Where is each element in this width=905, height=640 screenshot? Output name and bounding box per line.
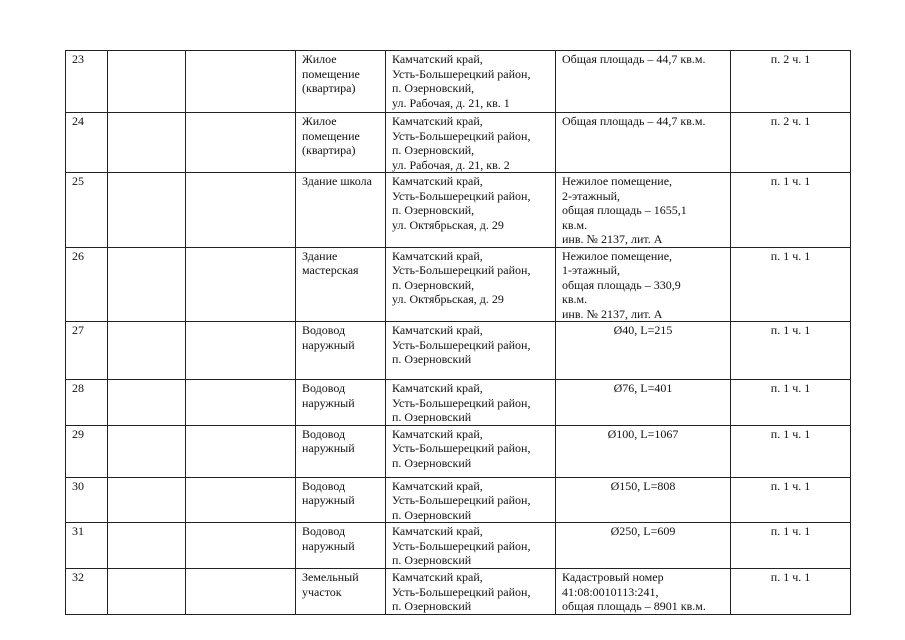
- row-number: 30: [66, 477, 108, 523]
- table-row: [66, 523, 851, 569]
- table-row: [66, 322, 851, 380]
- object-description: Нежилое помещение, 2-этажный, общая площадь – 1655,1 кв.м. инв. № 2137, лит. А: [556, 173, 731, 248]
- table-row: [66, 569, 851, 615]
- object-name: Водовод наружный: [296, 425, 386, 477]
- object-address: Камчатский край, Усть-Большерецкий район, п. Озерновский, ул. Рабочая, д. 21, кв. 1: [386, 51, 556, 113]
- object-address: Камчатский край, Усть-Большерецкий район, п. Озерновский: [386, 425, 556, 477]
- empty-cell: [186, 380, 296, 426]
- legal-basis: п. 1 ч. 1: [731, 173, 851, 248]
- object-address: Камчатский край, Усть-Большерецкий район, п. Озерновский: [386, 569, 556, 615]
- empty-cell: [186, 173, 296, 248]
- legal-basis: п. 2 ч. 1: [731, 51, 851, 113]
- property-registry-table: [65, 50, 851, 615]
- object-description: Общая площадь – 44,7 кв.м.: [556, 113, 731, 173]
- row-number: 23: [66, 51, 108, 113]
- empty-cell: [186, 477, 296, 523]
- row-number: 28: [66, 380, 108, 426]
- object-description: Ø100, L=1067: [556, 425, 731, 477]
- object-address: Камчатский край, Усть-Большерецкий район, п. Озерновский: [386, 380, 556, 426]
- object-address: Камчатский край, Усть-Большерецкий район, п. Озерновский, ул. Рабочая, д. 21, кв. 2: [386, 113, 556, 173]
- object-address: Камчатский край, Усть-Большерецкий район, п. Озерновский, ул. Октябрьская, д. 29: [386, 173, 556, 248]
- empty-cell: [108, 425, 186, 477]
- object-description: Общая площадь – 44,7 кв.м.: [556, 51, 731, 113]
- object-description: Ø40, L=215: [556, 322, 731, 380]
- table-row: [66, 425, 851, 477]
- object-name: Водовод наружный: [296, 380, 386, 426]
- table-row: [66, 380, 851, 426]
- legal-basis: п. 1 ч. 1: [731, 380, 851, 426]
- legal-basis: п. 1 ч. 1: [731, 523, 851, 569]
- empty-cell: [108, 113, 186, 173]
- object-description: Ø150, L=808: [556, 477, 731, 523]
- empty-cell: [108, 51, 186, 113]
- object-address: Камчатский край, Усть-Большерецкий район, п. Озерновский, ул. Октябрьская, д. 29: [386, 247, 556, 322]
- object-description: Ø76, L=401: [556, 380, 731, 426]
- empty-cell: [108, 523, 186, 569]
- object-name: Здание мастерская: [296, 247, 386, 322]
- object-address: Камчатский край, Усть-Большерецкий район, п. Озерновский: [386, 477, 556, 523]
- legal-basis: п. 1 ч. 1: [731, 569, 851, 615]
- table-row: [66, 173, 851, 248]
- table-row: [66, 247, 851, 322]
- empty-cell: [108, 173, 186, 248]
- object-name: Жилое помещение (квартира): [296, 113, 386, 173]
- row-number: 26: [66, 247, 108, 322]
- empty-cell: [108, 322, 186, 380]
- empty-cell: [186, 425, 296, 477]
- row-number: 27: [66, 322, 108, 380]
- empty-cell: [186, 51, 296, 113]
- object-address: Камчатский край, Усть-Большерецкий район, п. Озерновский: [386, 523, 556, 569]
- legal-basis: п. 1 ч. 1: [731, 247, 851, 322]
- legal-basis: п. 1 ч. 1: [731, 425, 851, 477]
- empty-cell: [108, 569, 186, 615]
- empty-cell: [108, 477, 186, 523]
- empty-cell: [186, 113, 296, 173]
- object-name: Здание школа: [296, 173, 386, 248]
- object-address: Камчатский край, Усть-Большерецкий район, п. Озерновский: [386, 322, 556, 380]
- legal-basis: п. 2 ч. 1: [731, 113, 851, 173]
- row-number: 29: [66, 425, 108, 477]
- empty-cell: [186, 322, 296, 380]
- empty-cell: [186, 247, 296, 322]
- row-number: 25: [66, 173, 108, 248]
- empty-cell: [108, 247, 186, 322]
- legal-basis: п. 1 ч. 1: [731, 477, 851, 523]
- object-description: Кадастровый номер 41:08:0010113:241, общая площадь – 8901 кв.м.: [556, 569, 731, 615]
- legal-basis: п. 1 ч. 1: [731, 322, 851, 380]
- object-name: Водовод наружный: [296, 523, 386, 569]
- empty-cell: [186, 523, 296, 569]
- row-number: 24: [66, 113, 108, 173]
- row-number: 31: [66, 523, 108, 569]
- object-description: Ø250, L=609: [556, 523, 731, 569]
- row-number: 32: [66, 569, 108, 615]
- table-row: [66, 113, 851, 173]
- object-name: Жилое помещение (квартира): [296, 51, 386, 113]
- empty-cell: [108, 380, 186, 426]
- table-row: [66, 51, 851, 113]
- object-name: Водовод наружный: [296, 322, 386, 380]
- object-name: Земельный участок: [296, 569, 386, 615]
- object-name: Водовод наружный: [296, 477, 386, 523]
- table-row: [66, 477, 851, 523]
- empty-cell: [186, 569, 296, 615]
- object-description: Нежилое помещение, 1-этажный, общая площадь – 330,9 кв.м. инв. № 2137, лит. А: [556, 247, 731, 322]
